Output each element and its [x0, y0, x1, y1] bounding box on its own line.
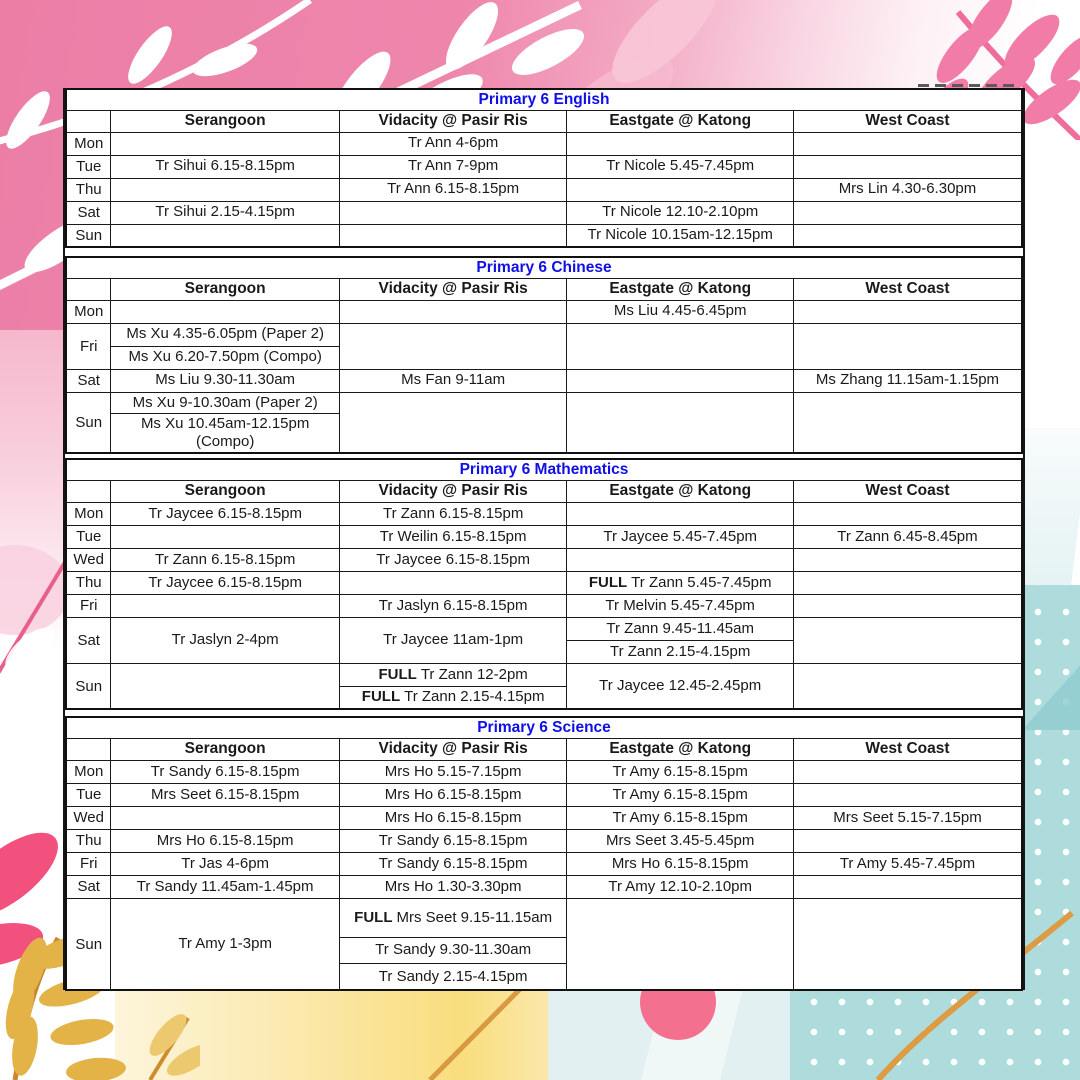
- timetable-primary-6-mathematics: [65, 458, 1023, 710]
- schedule-cell: [793, 594, 1022, 617]
- schedule-cell: [339, 760, 567, 783]
- class-entry: Tr Zann 6.15-8.15pm: [382, 504, 524, 522]
- class-entry: Tr Sandy 9.30-11.30am: [340, 937, 567, 963]
- table-title: Primary 6 Mathematics: [66, 459, 1022, 480]
- class-entry: [794, 503, 1021, 525]
- class-entry: [567, 133, 793, 155]
- table-row: [66, 571, 1022, 594]
- class-entry: Ms Xu 4.35-6.05pm (Paper 2): [126, 325, 324, 343]
- schedule-cell: [567, 806, 794, 829]
- schedule-cell: [111, 502, 339, 525]
- table-row: [66, 201, 1022, 224]
- table-row: [66, 594, 1022, 617]
- day-label: Mon: [66, 300, 111, 323]
- class-entry: FULL Tr Zann 2.15-4.15pm: [340, 686, 567, 709]
- class-entry: [794, 202, 1021, 224]
- class-entry: Tr Zann 2.15-4.15pm: [567, 640, 793, 663]
- schedule-cell: [793, 617, 1022, 663]
- day-label: Sun: [66, 898, 111, 990]
- table-row: [66, 502, 1022, 525]
- class-entry: [794, 549, 1021, 571]
- schedule-cell: [111, 617, 339, 663]
- schedule-cell: [793, 323, 1022, 369]
- class-entry: Ms Zhang 11.15am-1.15pm: [815, 371, 1000, 389]
- day-label: Mon: [66, 132, 111, 155]
- class-entry: [111, 595, 338, 617]
- class-entry: Tr Jaslyn 6.15-8.15pm: [378, 596, 528, 614]
- class-entry: [111, 225, 338, 247]
- class-entry: Ms Xu 9-10.30am (Paper 2): [132, 393, 318, 411]
- class-entry: Tr Jaycee 12.45-2.45pm: [599, 676, 762, 694]
- day-label: Tue: [66, 783, 111, 806]
- column-header-vidacity-pasir-ris: Vidacity @ Pasir Ris: [339, 738, 567, 760]
- schedule-cell: [793, 852, 1022, 875]
- class-entry: Tr Jaslyn 2-4pm: [171, 631, 279, 649]
- schedule-cell: [339, 155, 567, 178]
- schedule-cell: [567, 760, 794, 783]
- schedule-cell: [339, 852, 567, 875]
- class-entry: Tr Amy 6.15-8.15pm: [612, 785, 748, 803]
- class-entry: [567, 549, 793, 571]
- class-entry: Mrs Seet 5.15-7.15pm: [833, 808, 982, 826]
- class-entry: [794, 618, 1021, 663]
- schedule-cell: [339, 875, 567, 898]
- class-entry: Tr Jas 4-6pm: [181, 854, 270, 872]
- class-entry: Tr Zann 6.15-8.15pm: [154, 550, 296, 568]
- column-header-west-coast: West Coast: [793, 110, 1022, 132]
- column-header-serangoon: Serangoon: [111, 480, 339, 502]
- day-label: Sat: [66, 201, 111, 224]
- timetable-primary-6-chinese: [65, 256, 1023, 454]
- schedule-cell: [793, 502, 1022, 525]
- schedule-cell: [111, 875, 339, 898]
- schedule-cell: [111, 783, 339, 806]
- table-row: [66, 323, 1022, 369]
- timetable-primary-6-english: [65, 88, 1023, 248]
- cropped-text-fragment: [918, 84, 1014, 87]
- schedule-cell: [111, 224, 339, 247]
- class-entry: [794, 899, 1021, 990]
- table-row: [66, 300, 1022, 323]
- schedule-cell: [567, 224, 794, 247]
- table-row: [66, 369, 1022, 392]
- class-entry: Tr Amy 5.45-7.45pm: [839, 854, 976, 872]
- class-entry: [111, 664, 338, 709]
- table-row: [66, 617, 1022, 663]
- class-entry: Tr Nicole 12.10-2.10pm: [602, 203, 759, 221]
- column-header-vidacity-pasir-ris: Vidacity @ Pasir Ris: [339, 278, 567, 300]
- table-row: [66, 224, 1022, 247]
- class-entry: Tr Jaycee 6.15-8.15pm: [148, 504, 302, 522]
- day-label: Fri: [66, 852, 111, 875]
- column-header-west-coast: West Coast: [793, 738, 1022, 760]
- schedule-cell: [793, 783, 1022, 806]
- schedule-cell: [111, 898, 339, 990]
- class-entry: [111, 301, 338, 323]
- schedule-cell: [567, 898, 794, 990]
- class-entry: Tr Ann 6.15-8.15pm: [387, 180, 520, 198]
- class-entry: Tr Ann 4-6pm: [407, 134, 499, 152]
- schedule-cell: [339, 300, 567, 323]
- schedule-cell: [567, 663, 794, 709]
- class-entry: [794, 876, 1021, 898]
- class-entry: Tr Nicole 10.15am-12.15pm: [587, 226, 773, 244]
- class-entry: [794, 301, 1021, 323]
- class-entry: [340, 393, 567, 453]
- table-row: [66, 155, 1022, 178]
- schedule-cell: [339, 224, 567, 247]
- class-entry: [111, 179, 338, 201]
- column-header-eastgate-katong: Eastgate @ Katong: [567, 110, 794, 132]
- schedule-cell: [793, 875, 1022, 898]
- class-entry: Mrs Ho 6.15-8.15pm: [384, 785, 522, 803]
- class-entry: Tr Amy 6.15-8.15pm: [612, 762, 748, 780]
- class-entry: [340, 572, 567, 594]
- schedule-cell: [567, 571, 794, 594]
- schedule-cell: [339, 201, 567, 224]
- class-entry: Tr Sihui 6.15-8.15pm: [155, 157, 295, 175]
- class-entry: Mrs Ho 5.15-7.15pm: [384, 762, 522, 780]
- schedule-cell: [567, 829, 794, 852]
- schedule-cell: [339, 502, 567, 525]
- table-title: Primary 6 English: [66, 89, 1022, 110]
- timetable-document: [63, 88, 1025, 990]
- column-header-serangoon: Serangoon: [111, 110, 339, 132]
- column-header-vidacity-pasir-ris: Vidacity @ Pasir Ris: [339, 480, 567, 502]
- class-entry: Ms Liu 9.30-11.30am: [155, 371, 296, 389]
- day-label: Sat: [66, 369, 111, 392]
- class-entry: [567, 899, 793, 990]
- day-label: Sun: [66, 224, 111, 247]
- schedule-cell: [793, 155, 1022, 178]
- class-entry: FULL Tr Zann 12-2pm: [378, 665, 528, 683]
- schedule-cell: [567, 178, 794, 201]
- column-header-serangoon: Serangoon: [111, 278, 339, 300]
- class-entry: FULL Mrs Seet 9.15-11.15am: [354, 908, 553, 926]
- schedule-cell: [793, 392, 1022, 453]
- class-entry: [794, 664, 1021, 709]
- column-header-eastgate-katong: Eastgate @ Katong: [567, 738, 794, 760]
- schedule-cell: [567, 617, 794, 663]
- class-entry: Tr Jaycee 11am-1pm: [383, 631, 524, 649]
- class-entry: Tr Melvin 5.45-7.45pm: [605, 596, 755, 614]
- class-entry: Mrs Seet 6.15-8.15pm: [150, 785, 300, 803]
- schedule-cell: [793, 201, 1022, 224]
- schedule-cell: [111, 760, 339, 783]
- schedule-cell: [793, 548, 1022, 571]
- schedule-cell: [793, 829, 1022, 852]
- table-row: [66, 178, 1022, 201]
- class-entry: [111, 526, 338, 548]
- schedule-cell: [111, 852, 339, 875]
- schedule-cell: [339, 806, 567, 829]
- day-label: Fri: [66, 594, 111, 617]
- table-row: [66, 806, 1022, 829]
- schedule-cell: [793, 806, 1022, 829]
- day-label: Tue: [66, 155, 111, 178]
- schedule-cell: [567, 594, 794, 617]
- schedule-cell: [111, 392, 339, 453]
- class-entry: Mrs Seet 3.45-5.45pm: [605, 831, 755, 849]
- schedule-cell: [567, 323, 794, 369]
- schedule-cell: [339, 617, 567, 663]
- class-entry: Tr Jaycee 6.15-8.15pm: [148, 573, 302, 591]
- class-entry: Mrs Ho 6.15-8.15pm: [384, 808, 522, 826]
- class-entry: Ms Liu 4.45-6.45pm: [613, 302, 747, 320]
- timetable-primary-6-science: [65, 716, 1023, 991]
- column-header-eastgate-katong: Eastgate @ Katong: [567, 278, 794, 300]
- table-row: [66, 548, 1022, 571]
- table-row: [66, 852, 1022, 875]
- column-header-eastgate-katong: Eastgate @ Katong: [567, 480, 794, 502]
- table-row: [66, 829, 1022, 852]
- class-entry: [567, 324, 793, 369]
- schedule-cell: [339, 898, 567, 990]
- class-entry: [794, 572, 1021, 594]
- class-entry: [794, 133, 1021, 155]
- table-row: [66, 132, 1022, 155]
- schedule-cell: [339, 594, 567, 617]
- day-label: Wed: [66, 806, 111, 829]
- schedule-cell: [111, 571, 339, 594]
- schedule-cell: [339, 663, 567, 709]
- schedule-cell: [111, 201, 339, 224]
- schedule-cell: [111, 369, 339, 392]
- column-header-vidacity-pasir-ris: Vidacity @ Pasir Ris: [339, 110, 567, 132]
- schedule-cell: [111, 663, 339, 709]
- class-entry: Ms Xu 10.45am-12.15pm (Compo): [111, 413, 338, 453]
- day-label: Sun: [66, 663, 111, 709]
- class-entry: FULL Tr Zann 5.45-7.45pm: [588, 573, 772, 591]
- schedule-cell: [111, 300, 339, 323]
- class-entry: [794, 324, 1021, 369]
- day-label: Thu: [66, 829, 111, 852]
- table-row: [66, 663, 1022, 709]
- class-entry: [567, 503, 793, 525]
- class-entry: Tr Sandy 6.15-8.15pm: [378, 831, 528, 849]
- schedule-cell: [111, 178, 339, 201]
- class-entry: [794, 761, 1021, 783]
- class-entry: Tr Nicole 5.45-7.45pm: [606, 157, 755, 175]
- class-entry: Tr Amy 12.10-2.10pm: [608, 877, 753, 895]
- class-entry: Tr Amy 1-3pm: [178, 934, 272, 952]
- table-row: [66, 760, 1022, 783]
- class-entry: Tr Sandy 6.15-8.15pm: [150, 762, 300, 780]
- column-header-serangoon: Serangoon: [111, 738, 339, 760]
- orange-stem-decoration: [420, 983, 530, 1080]
- schedule-cell: [111, 525, 339, 548]
- class-entry: [340, 301, 567, 323]
- class-entry: Tr Sandy 6.15-8.15pm: [378, 854, 528, 872]
- day-label: Tue: [66, 525, 111, 548]
- class-entry: Mrs Ho 1.30-3.30pm: [384, 877, 522, 895]
- day-label: Fri: [66, 323, 111, 369]
- table-row: [66, 898, 1022, 990]
- schedule-cell: [567, 155, 794, 178]
- class-entry: Tr Weilin 6.15-8.15pm: [379, 527, 527, 545]
- class-entry: Mrs Ho 6.15-8.15pm: [611, 854, 749, 872]
- schedule-cell: [567, 502, 794, 525]
- class-entry: Mrs Ho 6.15-8.15pm: [156, 831, 294, 849]
- class-entry: Tr Jaycee 5.45-7.45pm: [603, 527, 758, 545]
- schedule-cell: [339, 783, 567, 806]
- day-label: Sat: [66, 875, 111, 898]
- day-column-header: [66, 480, 111, 502]
- class-entry: [794, 830, 1021, 852]
- schedule-cell: [111, 829, 339, 852]
- class-entry: Tr Sihui 2.15-4.15pm: [155, 203, 295, 221]
- class-entry: [794, 784, 1021, 806]
- day-label: Thu: [66, 571, 111, 594]
- schedule-cell: [339, 392, 567, 453]
- schedule-cell: [567, 300, 794, 323]
- class-entry: [340, 202, 567, 224]
- day-label: Mon: [66, 760, 111, 783]
- class-entry: [794, 595, 1021, 617]
- class-entry: Tr Sandy 11.45am-1.45pm: [136, 877, 314, 895]
- day-label: Wed: [66, 548, 111, 571]
- schedule-cell: [111, 155, 339, 178]
- class-entry: [567, 179, 793, 201]
- column-header-west-coast: West Coast: [793, 278, 1022, 300]
- schedule-cell: [793, 525, 1022, 548]
- schedule-cell: [567, 201, 794, 224]
- day-column-header: [66, 738, 111, 760]
- class-entry: [567, 370, 793, 392]
- day-column-header: [66, 278, 111, 300]
- schedule-cell: [793, 760, 1022, 783]
- schedule-cell: [567, 852, 794, 875]
- class-entry: [794, 156, 1021, 178]
- class-entry: Mrs Lin 4.30-6.30pm: [838, 180, 977, 198]
- schedule-cell: [111, 594, 339, 617]
- table-title: Primary 6 Science: [66, 717, 1022, 738]
- schedule-cell: [339, 178, 567, 201]
- schedule-cell: [567, 369, 794, 392]
- class-entry: [340, 324, 567, 369]
- table-row: [66, 525, 1022, 548]
- class-entry: Tr Amy 6.15-8.15pm: [612, 808, 748, 826]
- schedule-cell: [567, 783, 794, 806]
- day-label: Thu: [66, 178, 111, 201]
- class-entry: Tr Sandy 2.15-4.15pm: [340, 963, 567, 989]
- class-entry: Tr Jaycee 6.15-8.15pm: [376, 550, 530, 568]
- schedule-cell: [567, 548, 794, 571]
- schedule-cell: [793, 178, 1022, 201]
- table-row: [66, 392, 1022, 453]
- schedule-cell: [339, 829, 567, 852]
- day-label: Sat: [66, 617, 111, 663]
- class-entry: Tr Ann 7-9pm: [407, 157, 499, 175]
- class-entry: [111, 133, 338, 155]
- schedule-cell: [567, 525, 794, 548]
- class-entry: [794, 225, 1021, 247]
- schedule-cell: [111, 132, 339, 155]
- schedule-cell: [111, 323, 339, 369]
- schedule-cell: [339, 323, 567, 369]
- table-row: [66, 783, 1022, 806]
- class-entry: [567, 393, 793, 453]
- schedule-cell: [339, 132, 567, 155]
- table-row: [66, 875, 1022, 898]
- schedule-cell: [339, 369, 567, 392]
- schedule-cell: [567, 875, 794, 898]
- day-column-header: [66, 110, 111, 132]
- day-label: Sun: [66, 392, 111, 453]
- schedule-cell: [793, 663, 1022, 709]
- class-entry: Ms Fan 9-11am: [401, 371, 506, 389]
- column-header-west-coast: West Coast: [793, 480, 1022, 502]
- schedule-cell: [339, 548, 567, 571]
- class-entry: [111, 807, 338, 829]
- schedule-cell: [111, 548, 339, 571]
- class-entry: Tr Zann 6.45-8.45pm: [837, 527, 978, 545]
- class-entry: Ms Xu 6.20-7.50pm (Compo): [111, 346, 338, 369]
- schedule-cell: [793, 898, 1022, 990]
- schedule-cell: [111, 806, 339, 829]
- schedule-cell: [567, 392, 794, 453]
- schedule-cell: [793, 132, 1022, 155]
- schedule-cell: [793, 369, 1022, 392]
- schedule-cell: [339, 525, 567, 548]
- schedule-cell: [793, 571, 1022, 594]
- schedule-cell: [793, 300, 1022, 323]
- class-entry: [340, 225, 567, 247]
- schedule-cell: [339, 571, 567, 594]
- class-entry: [794, 393, 1021, 453]
- class-entry: Tr Zann 9.45-11.45am: [606, 619, 754, 637]
- table-title: Primary 6 Chinese: [66, 257, 1022, 278]
- schedule-cell: [793, 224, 1022, 247]
- day-label: Mon: [66, 502, 111, 525]
- schedule-cell: [567, 132, 794, 155]
